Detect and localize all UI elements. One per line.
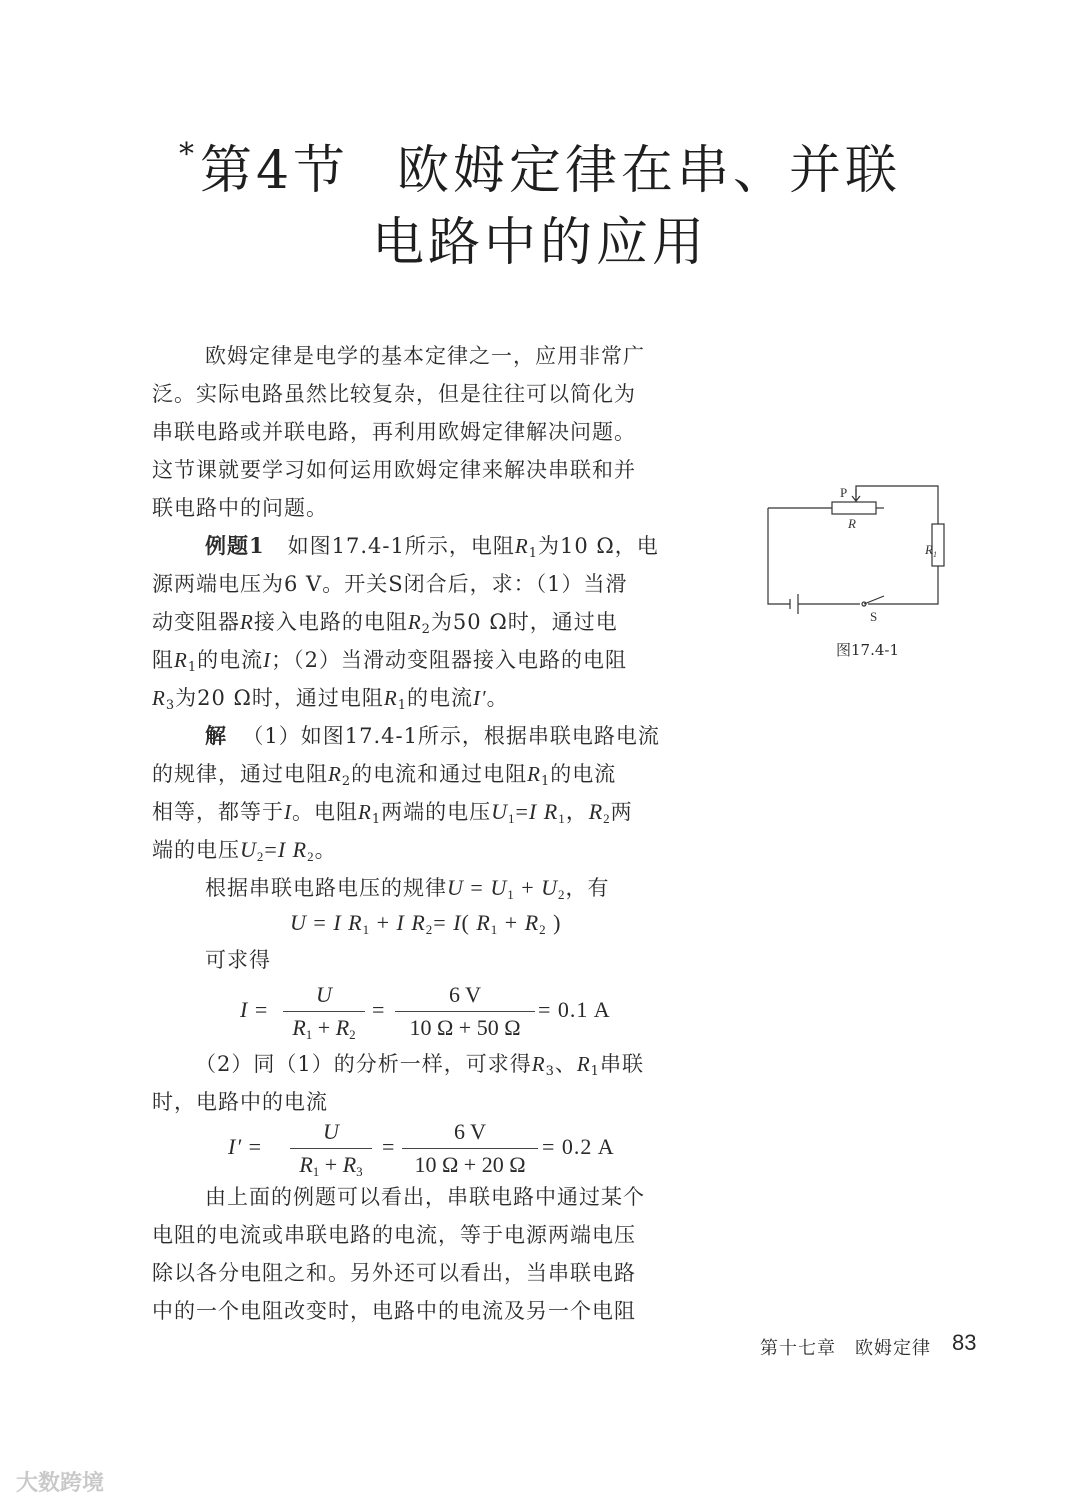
label-p: P	[840, 485, 848, 500]
slider-arrow	[852, 489, 860, 501]
resistor-r1-body	[932, 524, 944, 566]
eq2-result: = 0.2 A	[542, 1134, 615, 1159]
battery-plates	[790, 594, 798, 614]
watermark-logo: 大数跨境	[16, 1470, 105, 1495]
chapter-footer: 第十七章 欧姆定律	[760, 1338, 931, 1359]
conclusion-line-4: 中的一个电阻改变时，电路中的电流及另一个电阻	[152, 1299, 636, 1323]
solution-line-3: 相等，都等于I。电阻$R_1$两端的电压$U_1=I$ $R_1$，$R_2$两	[152, 799, 633, 827]
intro-line-3: 串联电路或并联电路，再利用欧姆定律解决问题。	[152, 420, 636, 444]
example-label: 例题1	[205, 533, 265, 558]
section-number: 第4节	[199, 141, 350, 201]
wire-left-bottom	[768, 508, 790, 604]
example-line-1: 例题1 如图17.4-1所示，电阻$R_1$为10 Ω，电	[205, 533, 659, 561]
solution-line-7: （2）同（1）的分析一样，可求得$R_3$、$R_1$串联	[195, 1052, 644, 1079]
solution-line-6: 可求得	[205, 948, 271, 972]
conclusion-line-1: 由上面的例题可以看出，串联电路中通过某个	[205, 1185, 645, 1209]
section-title-line1	[0, 128, 1080, 203]
figure-caption: 图17.4-1	[836, 641, 900, 659]
conclusion-line-3: 除以各分电阻之和。另外还可以看出，当串联电路	[152, 1261, 636, 1285]
eq2-lhs: I′ =	[228, 1134, 263, 1159]
eq1-result: = 0.1 A	[538, 997, 611, 1022]
solution-line-5: 根据串联电路电压的规律$U = U_1 + U_2$，有	[205, 875, 610, 902]
eq1-fraction-numeric: 6 V 10 Ω + 50 Ω	[395, 981, 535, 1042]
rheostat-body	[832, 502, 876, 514]
label-s: S	[870, 609, 878, 624]
eq1-fraction-symbolic: U $R_1 + R_2$	[283, 981, 365, 1042]
label-r1: $R_1$	[925, 542, 937, 559]
intro-line-1: 欧姆定律是电学的基本定律之一，应用非常广	[205, 344, 645, 368]
example-line-2: 源两端电压为6 V。开关S闭合后，求：（1）当滑	[152, 572, 628, 596]
solution-label: 解	[205, 723, 227, 748]
solution-line-8: 时，电路中的电流	[152, 1090, 328, 1114]
section-title-line2: 电路中的应用	[371, 213, 708, 273]
eq1-lhs: I =	[240, 997, 269, 1022]
intro-line-4: 这节课就要学习如何运用欧姆定律来解决串联和并	[152, 458, 636, 482]
example-line-5: $R_3$为20 Ω时，通过电阻$R_1$的电流I′。	[152, 686, 509, 713]
solution-line-4: 端的电压$U_2=I$ $R_2$。	[152, 837, 337, 864]
eq2-fraction-numeric: 6 V 10 Ω + 20 Ω	[402, 1118, 538, 1179]
eq2-fraction-symbolic: U $R_1 + R_3$	[290, 1118, 372, 1179]
label-r: R	[848, 516, 856, 531]
section-title-text: 欧姆定律在串、并联	[397, 141, 902, 201]
equation-series-voltage: U = I $R_1 + I$ $R_2= I$( $R_1 + R_2$ )	[290, 910, 562, 937]
circuit-diagram-figure	[760, 478, 950, 628]
slider-wire	[856, 486, 938, 524]
switch-blade	[864, 596, 884, 604]
optional-star: *	[178, 137, 198, 172]
intro-line-5: 联电路中的问题。	[152, 496, 328, 520]
solution-line-1: 解 （1）如图17.4-1所示，根据串联电路电流	[205, 723, 660, 748]
solution-line-2: 的规律，通过电阻$R_2$的电流和通过电阻$R_1$的电流	[152, 762, 617, 789]
intro-line-2: 泛。实际电路虽然比较复杂，但是往往可以简化为	[152, 382, 636, 406]
example-line-4: 阻$R_1$的电流I；（2）当滑动变阻器接入电路的电阻	[152, 648, 627, 675]
conclusion-line-2: 电阻的电流或串联电路的电流，等于电源两端电压	[152, 1223, 636, 1247]
example-line-3: 动变阻器R接入电路的电阻$R_2$为50 Ω时，通过电	[152, 610, 618, 637]
page-number: 83	[952, 1330, 977, 1355]
